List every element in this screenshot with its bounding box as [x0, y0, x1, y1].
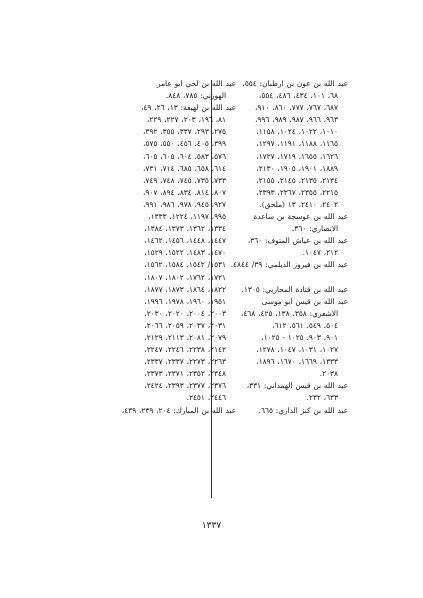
index-entry-references: ٢٣٤٨، ٢٣٥٢، ٢٣٧١، ٢٣٧٣،: [144, 369, 226, 379]
index-column-left: [78, 78, 236, 417]
index-entry-references: ٨٠٧، ٨١٤، ٨٣٤، ٨٩٤، ٩٠٧،: [143, 187, 226, 197]
index-entry-references: ٥٧٦، ٥٨٣، ٦٠٤، ٦٠٥، ٦٠٥،: [143, 151, 226, 161]
index-entry-references: ٢١٣٤، ٢١٣٥، ٢١٤٥، ٢١٥٥،: [256, 175, 338, 185]
index-entry-heading: عبد الله بن عياش المتوف: ٣٦٠،: [247, 236, 348, 246]
index-entry-references: ١٨٢٢، ١٨٦٤، ١٨٧٣، ١٨٧٧،: [144, 284, 226, 294]
index-entry-references: ٢٢٦٣، ٢٢٧٣، ٢٣٣٧، ٢٣٣٧،: [144, 357, 226, 367]
index-entry-references: ١٨٨٩، ١٩٠١، ١٩٠٥، ٢١٣٠،: [256, 163, 338, 173]
page-number: ١٣٣٧: [201, 521, 222, 531]
index-entry-references: ٢٠٧٩، ٢٠٨١، ٢١١٣، ٢١٢٩،: [144, 332, 226, 342]
index-entry-references: ٨١، ١٩٦، ٢٠٣، ٢٢٧، ٢٢٩،: [146, 115, 226, 125]
index-entry-references: ٢٠٣١، ٢٠٣٧، ٢٠٥٩، ٢٠٦٦،: [144, 320, 226, 330]
index-entry-references: الهوزني: ٧٨٥، ٨٤٨.: [165, 91, 226, 101]
index-entry-references: ٢٧٥، ٢٩٣، ٣٣٧، ٣٥٥، ٣٩٢،: [143, 127, 226, 137]
index-entry-references: ٢٣٧٦، ٢٣٧٧، ٢٣٩٣، ٢٤٢٤،: [144, 381, 226, 391]
index-entry-heading: عبد الله بن فيروز الديلمي: ٣٩/ ٤٨٤٤.: [230, 260, 348, 270]
index-entry-heading: عبد الله بن عون بن ارطبان: ٥٥٤،: [242, 79, 348, 88]
index-entry-heading: عبد الله بن قيس الهمداني: ٣٣١،: [246, 381, 348, 391]
index-entry-references: ١٩٥١، ١٩٦٠، ١٩٧٨، ١٩٩٦،: [144, 296, 226, 306]
index-entry-references: ١٦٢٦، ١٦٥٥، ١٧١٩، ١٧٢٧،: [256, 151, 338, 161]
index-entry-references: ٧٣٣، ٧٣٥، ٧٤٥، ٧٤٨، ٧٤٩،: [143, 175, 226, 185]
index-entry-references: ٦٨، ١٠١، ٤٣٤، ٤٨٦، ٥٥٤،: [258, 91, 338, 101]
index-entry-references: ٩٠١، ٩٠٣، ١٠٢٥ - ١٠٢٥،: [261, 332, 338, 342]
index-entry-references: ١٣٣٤، ١٣٦٢، ١٣٧٣، ١٣٨٤،: [144, 224, 226, 234]
index-entry-references: ١٤٤٧، ١٤٤٨، ١٤٥٦، ١٤٦٢،: [144, 236, 226, 246]
index-entry-references: ٢١٤٢، ٢٢٣٨، ٢٢٤٦، ٢٢٤٧،: [144, 345, 226, 355]
index-entry-references: ٢٤٤٦، ٢٤٥١.: [186, 393, 226, 403]
index-entry-references: ٦١٤، ٦٥٨، ٦٨٥، ٧١٤، ٧٣١،: [143, 163, 226, 173]
index-entry-heading: عبد الله بن عوسجة بن ساعدة: [253, 212, 348, 222]
index-entry-references: ٦٣٣، ٢٣٢.: [306, 393, 338, 403]
index-entry-heading: عبد الله بن قتادة المحاربي: ١٣٠٥.: [241, 284, 348, 294]
index-entry-heading: عبد الله بن قيس ابو موسى: [261, 296, 348, 306]
index-entry-references: ٢١٢، ١٠٤٧.: [302, 248, 338, 258]
index-entry-references: ٦٨٧، ٧٦٧، ٧٧٧، ٨٦٠، ٩١٠،: [255, 103, 338, 113]
index-entry-references: ١٤٧٠، ١٤٨٣، ١٥٢٢، ١٥٢٩،: [144, 248, 226, 258]
index-entry-references: ١٠١٠، ١٠٢٢، ١٠٢٤، ١١٥٨،: [256, 127, 338, 137]
index-entry-references: ١٠٢٧، ١٠٣١، ١٠٤٧، ١٢٧٨،: [256, 345, 338, 355]
index-entry-references: ١٣٣٣، ١٦٦٩، ١٦٧٠، ١٨٩٦،: [256, 357, 338, 367]
index-entry-references: الاشعري: ٣٥٨، ١٣٨، ٤٢٥، ٤٦٨،: [240, 308, 338, 318]
index-entry-heading: عبد الله بن لحي ابو عامر: [157, 79, 236, 88]
index-entry-references: ٢٤٠٢، ٢٤١٠، ١٣ (ملحق).: [259, 199, 338, 209]
index-entry-heading: عبد الله بن المبارك: ٢٠٤، ٢٣٩، ٤٣٩،: [121, 405, 236, 415]
index-entry-references: ١٥٣١/ ١٥٤٢، ١٥٨٤، ١٥٦٢،: [144, 260, 226, 270]
index-entry-references: ٢٠٠٣، ٢٠٠٤، ٢٠٢٠، ٢٠٣٠،: [144, 308, 226, 318]
index-entry-references: ١٧٢١، ١٧٦٢، ١٨٠٢، ١٨٠٧،: [144, 272, 226, 282]
index-entry-heading: عبد الله بن كنز الداري: ٦٦٥.: [258, 405, 348, 415]
index-entry-references: ٩٩٥، ١١٩٧، ١٢٢٤، ١٣٣٣،: [148, 212, 226, 222]
index-entry-references: ٩٦٣، ٩٦٦، ٩٨٧، ٩٨٩، ٩٩٦،: [255, 115, 338, 125]
index-entry-heading: عبد الله بن لهيعة: ١٣، ٢٦، ٤٩،: [141, 103, 236, 113]
index-entry-references: الانصاري: ٣٦٠.: [292, 224, 338, 234]
index-entry-references: ٢٢١٥، ٢٣٥٥، ٢٣٦٧، ٢٣٩٣،: [256, 187, 338, 197]
index-entry-references: ٣٩٩، ٤٠٥، ٤٥٦، ٥٥٠، ٥٧٥،: [143, 139, 226, 149]
index-entry-references: ٩٢٧، ٩٤٥، ٩٧٨، ٩٨٦، ٩٩١،: [143, 199, 226, 209]
index-entry-references: ١١٦٥، ١١٨٨، ١١٩١، ١٢٩٧،: [256, 139, 338, 149]
index-entry-references: ٢٠٣٨.: [319, 369, 338, 379]
index-entry-references: ٥٠٤، ٥٤٩، ٥٦١، ٦١٢،: [272, 320, 338, 330]
